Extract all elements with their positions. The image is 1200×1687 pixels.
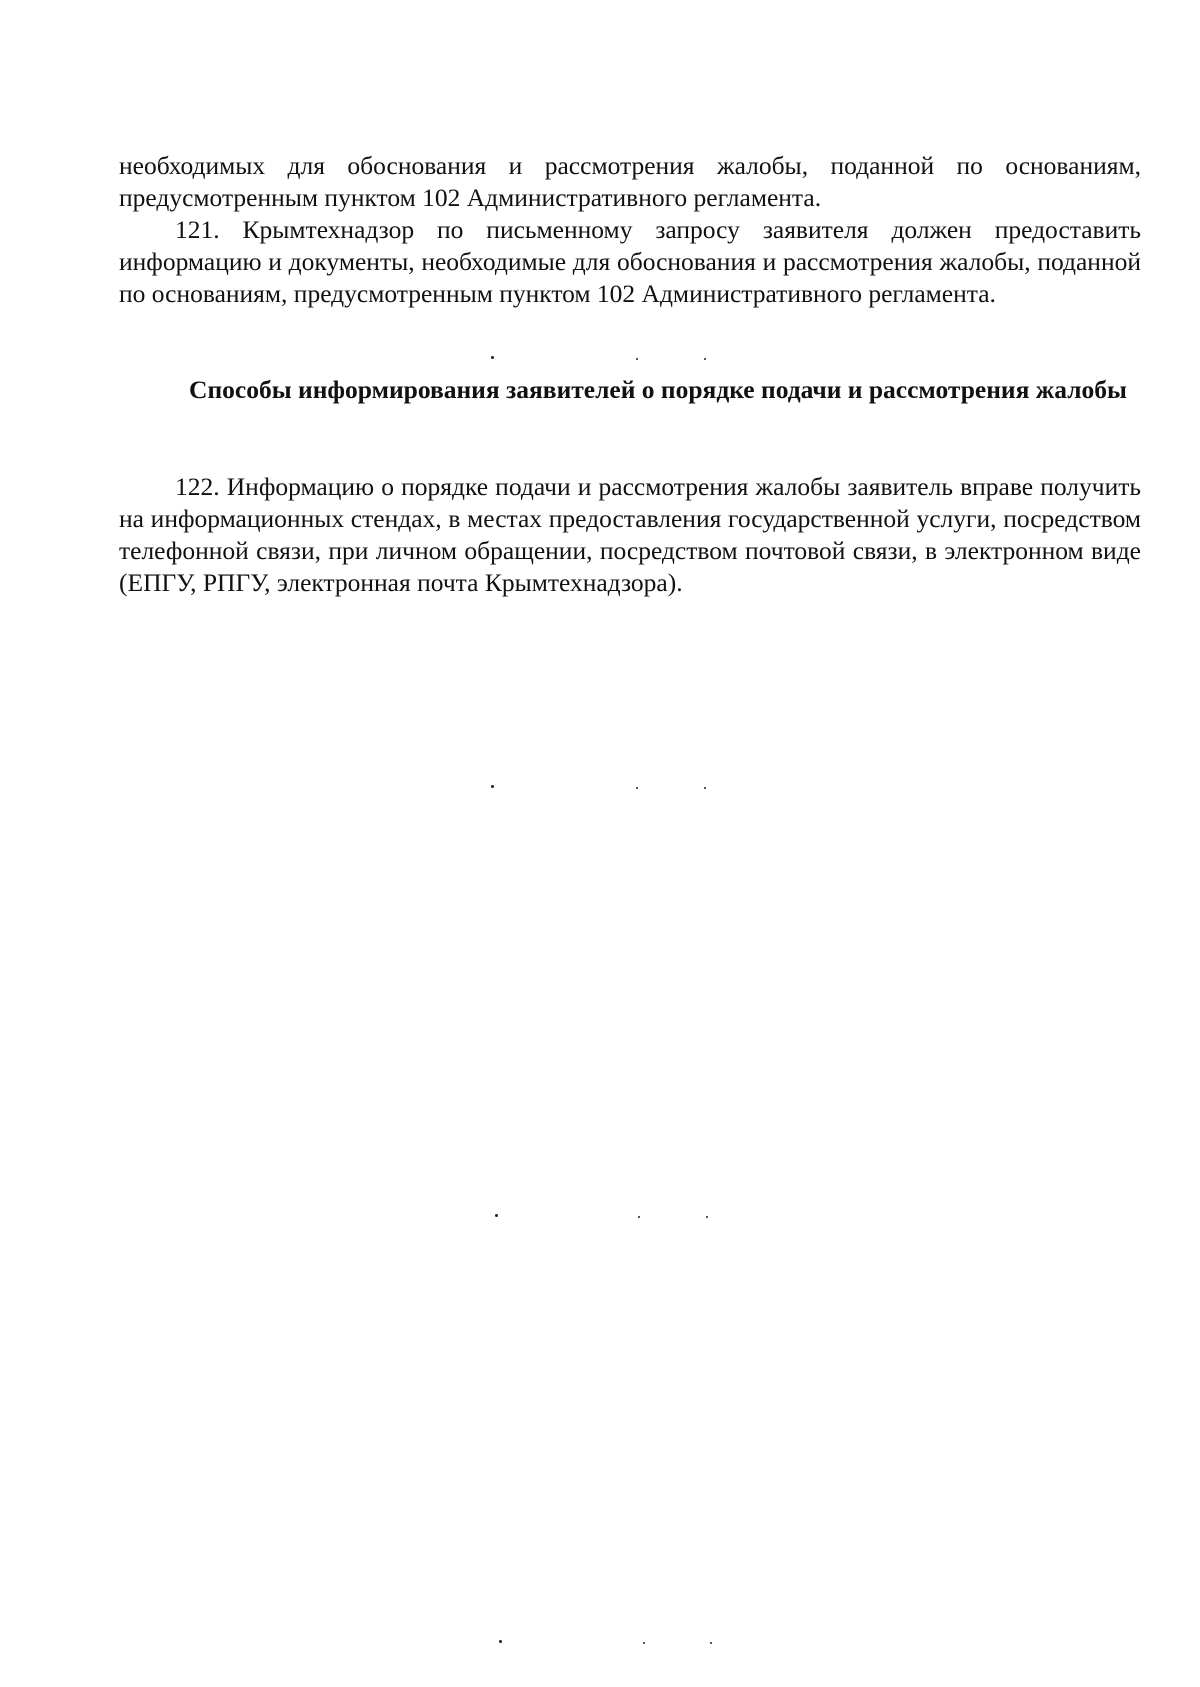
- paragraph-122: 122. Информацию о порядке подачи и рассмотрения жалобы заявитель вправе получить на информационных стендах, в местах предоставления государственной услуги, посредством телефонной связи, при личном обращении, посредством почтовой связи, в электронном виде (ЕПГУ, РПГУ, электронная почта Крымтехнадзора).: [119, 472, 1141, 597]
- scan-speck: [636, 358, 638, 360]
- scan-speck: [491, 785, 494, 788]
- section-heading: Способы информирования заявителей о порядке подачи и рассмотрения жалобы: [189, 375, 1127, 404]
- scan-speck: [638, 1216, 640, 1218]
- scan-speck: [704, 787, 706, 789]
- scan-speck: [710, 1642, 712, 1644]
- scan-speck: [636, 787, 638, 789]
- scan-speck: [706, 1216, 708, 1218]
- scan-speck: [704, 358, 706, 360]
- scan-speck: [495, 1214, 498, 1217]
- scan-speck: [643, 1642, 645, 1644]
- scan-speck: [499, 1640, 502, 1643]
- paragraph-continuation: необходимых для обоснования и рассмотрения жалобы, поданной по основаниям, предусмотренным пунктом 102 Административного регламента.: [119, 151, 1141, 212]
- scan-speck: [491, 356, 494, 359]
- paragraph-121: 121. Крымтехнадзор по письменному запросу заявителя должен предоставить информацию и документы, необходимые для обоснования и рассмотрения жалобы, поданной по основаниям, предусмотренным пунктом 102 Административного регламента.: [119, 215, 1141, 308]
